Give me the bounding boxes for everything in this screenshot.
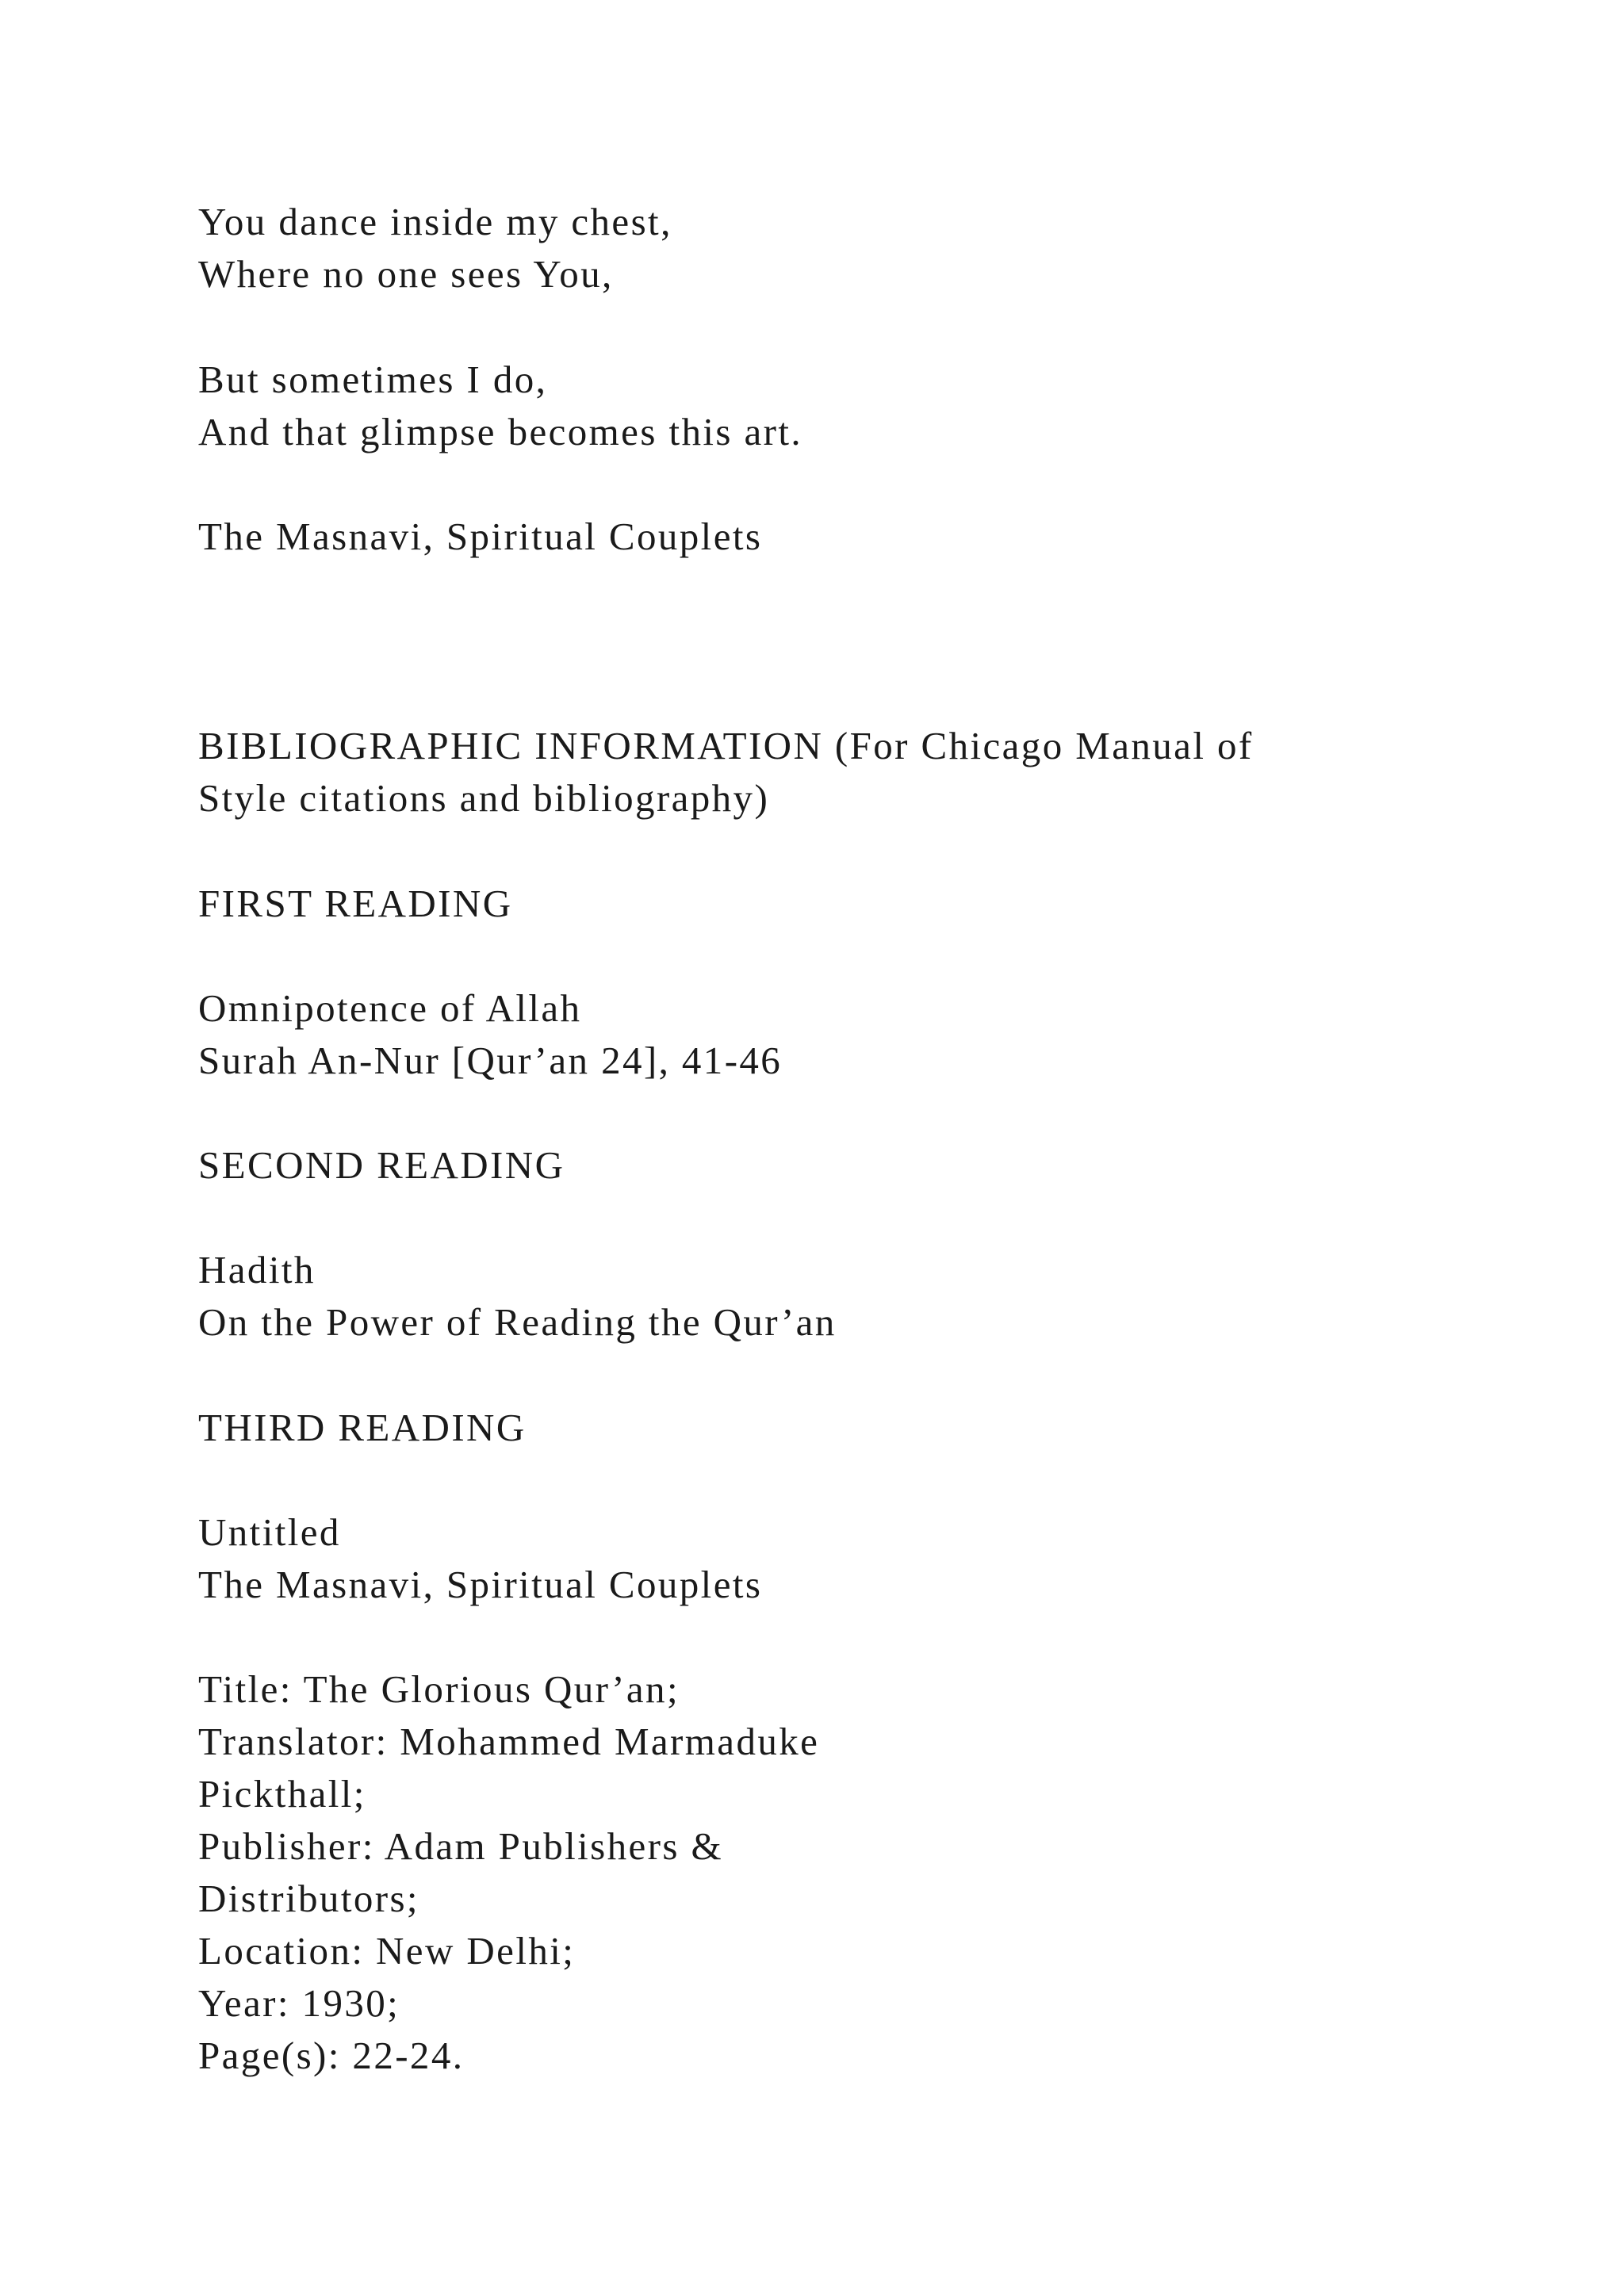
poem-line: And that glimpse becomes this art. <box>198 410 803 453</box>
poem-line: But sometimes I do, <box>198 358 548 401</box>
reading-label: FIRST READING <box>198 882 513 925</box>
poem-line: Where no one sees You, <box>198 252 614 296</box>
detail-line: Page(s): 22-24. <box>198 2034 465 2077</box>
reading-title: Hadith <box>198 1248 316 1292</box>
reading-source: Surah An-Nur [Qur’an 24], 41-46 <box>198 1039 783 1082</box>
reading-label: THIRD READING <box>198 1406 527 1449</box>
detail-line: Translator: Mohammed Marmaduke <box>198 1720 820 1763</box>
poem-source: The Masnavi, Spiritual Couplets <box>198 515 763 558</box>
bibliography-heading: Style citations and bibliography) <box>198 776 770 820</box>
detail-line: Year: 1930; <box>198 1981 400 2025</box>
detail-line: Pickthall; <box>198 1772 366 1816</box>
reading-label: SECOND READING <box>198 1143 565 1187</box>
poem-line: You dance inside my chest, <box>198 200 672 243</box>
reading-title: Omnipotence of Allah <box>198 986 582 1030</box>
detail-line: Title: The Glorious Qur’an; <box>198 1667 680 1711</box>
reading-source: The Masnavi, Spiritual Couplets <box>198 1563 763 1606</box>
bibliography-heading: BIBLIOGRAPHIC INFORMATION (For Chicago Manual of <box>198 724 1254 767</box>
detail-line: Distributors; <box>198 1877 419 1920</box>
detail-line: Location: New Delhi; <box>198 1929 576 1973</box>
reading-source: On the Power of Reading the Qur’an <box>198 1300 837 1344</box>
detail-line: Publisher: Adam Publishers & <box>198 1824 724 1868</box>
reading-title: Untitled <box>198 1510 341 1554</box>
